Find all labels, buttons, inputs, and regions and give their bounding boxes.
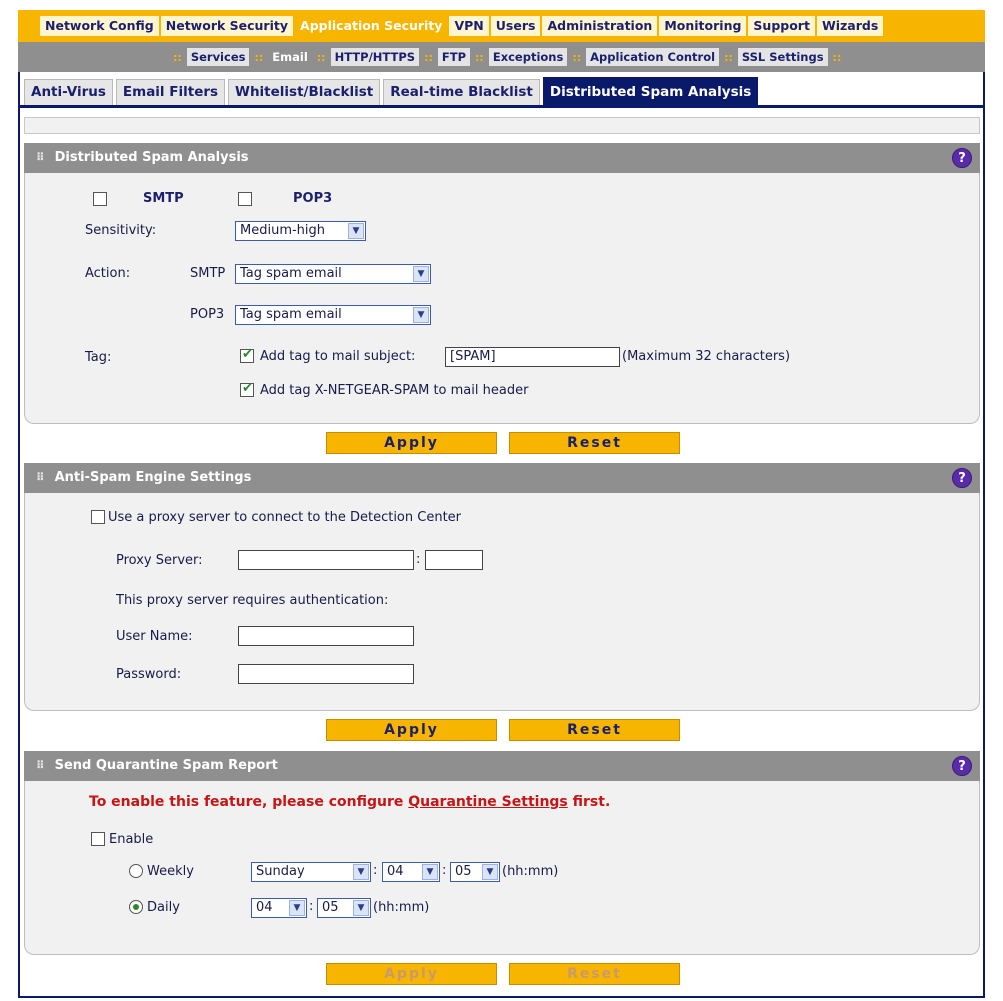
chevron-down-icon: ▼	[482, 864, 498, 880]
sub-nav-separator: ::	[475, 50, 484, 64]
section-title: Send Quarantine Spam Report	[54, 758, 278, 773]
tag-label: Tag:	[85, 350, 112, 365]
pop3-checkbox[interactable]	[238, 192, 252, 206]
auth-text: This proxy server requires authentication:	[116, 593, 389, 608]
sensitivity-value: Medium-high	[240, 223, 326, 238]
weekly-hour-select[interactable]	[382, 862, 440, 882]
weekly-min-value: 05	[455, 864, 472, 879]
section-grip-icon: ⠿	[36, 151, 45, 164]
action-pop3-select[interactable]	[235, 305, 431, 325]
weekly-day-select[interactable]	[251, 862, 371, 882]
chevron-down-icon: ▼	[413, 266, 429, 282]
action-pop3-label: POP3	[190, 307, 225, 322]
warning-text: To enable this feature, please configure	[89, 794, 409, 810]
tab-email-filters[interactable]: Email Filters	[116, 79, 225, 105]
daily-label: Daily	[147, 900, 180, 915]
action-smtp-select[interactable]	[235, 264, 431, 284]
tab-anti-virus[interactable]: Anti-Virus	[24, 79, 113, 105]
reset-button-engine[interactable]: Reset	[509, 719, 680, 741]
enable-label: Enable	[109, 832, 154, 847]
tag-subject-label: Add tag to mail subject:	[260, 349, 416, 364]
proxy-checkbox[interactable]	[91, 510, 105, 524]
action-pop3-value: Tag spam email	[240, 307, 342, 322]
password-label: Password:	[116, 667, 182, 682]
help-icon[interactable]: ?	[952, 148, 972, 168]
sub-nav-email[interactable]: Email	[268, 48, 311, 66]
sub-nav-separator: ::	[424, 50, 433, 64]
time-separator: :	[373, 863, 378, 878]
quarantine-settings-link[interactable]: Quarantine Settings	[408, 794, 568, 810]
top-nav-vpn[interactable]: VPN	[449, 16, 488, 36]
weekly-day-value: Sunday	[256, 864, 305, 879]
chevron-down-icon: ▼	[422, 864, 438, 880]
tab-whitelist-blacklist[interactable]: Whitelist/Blacklist	[228, 79, 380, 105]
sub-nav-separator: ::	[832, 50, 842, 64]
chevron-down-icon: ▼	[353, 864, 369, 880]
chevron-down-icon: ▼	[348, 223, 364, 239]
time-separator: :	[442, 863, 447, 878]
apply-button-engine[interactable]: Apply	[326, 719, 497, 741]
sub-nav-ftp[interactable]: FTP	[438, 48, 470, 66]
sub-nav-http-https[interactable]: HTTP/HTTPS	[331, 48, 420, 66]
sensitivity-select[interactable]	[235, 221, 366, 241]
section-grip-icon: ⠿	[36, 471, 45, 484]
top-nav-monitoring[interactable]: Monitoring	[659, 16, 746, 36]
proxy-checkbox-label: Use a proxy server to connect to the Detection Center	[108, 510, 462, 525]
top-nav-network-security[interactable]: Network Security	[161, 16, 293, 36]
section-header-quarantine	[24, 751, 980, 781]
sub-nav-separator: ::	[316, 50, 326, 64]
daily-radio[interactable]	[129, 900, 143, 914]
section-header-engine	[24, 463, 980, 493]
sub-nav-separator: ::	[254, 50, 264, 64]
help-icon[interactable]: ?	[952, 756, 972, 776]
weekly-radio[interactable]	[129, 864, 143, 878]
daily-hour-select[interactable]	[251, 898, 307, 918]
tag-header-label: Add tag X-NETGEAR-SPAM to mail header	[260, 383, 529, 398]
proxy-port-input[interactable]	[425, 550, 483, 570]
reset-button-dsa[interactable]: Reset	[509, 432, 680, 454]
enable-checkbox[interactable]	[91, 832, 105, 846]
section-title: Distributed Spam Analysis	[54, 150, 249, 165]
tab-distributed-spam-analysis[interactable]: Distributed Spam Analysis	[543, 77, 758, 105]
weekly-min-select[interactable]	[450, 862, 500, 882]
section-body-dsa	[24, 173, 980, 424]
section-body-engine	[24, 493, 980, 711]
section-grip-icon: ⠿	[36, 759, 45, 772]
section-header-dsa	[24, 143, 980, 173]
sub-nav-separator: ::	[724, 50, 733, 64]
smtp-label: SMTP	[143, 191, 184, 206]
sub-nav-separator: ::	[173, 50, 182, 64]
tag-subject-hint: (Maximum 32 characters)	[622, 349, 791, 364]
smtp-checkbox[interactable]	[93, 192, 107, 206]
sub-nav-services[interactable]: Services	[187, 48, 250, 66]
daily-min-select[interactable]	[317, 898, 371, 918]
chevron-down-icon: ▼	[353, 900, 369, 916]
sub-nav-application-control[interactable]: Application Control	[586, 48, 719, 66]
reset-button-quarantine[interactable]: Reset	[509, 963, 680, 985]
daily-time-hint: (hh:mm)	[373, 900, 430, 915]
sensitivity-label: Sensitivity:	[85, 223, 157, 238]
action-smtp-label: SMTP	[190, 266, 226, 281]
daily-min-value: 05	[322, 900, 339, 915]
weekly-label: Weekly	[147, 864, 194, 879]
top-nav-network-config[interactable]: Network Config	[40, 16, 159, 36]
chevron-down-icon: ▼	[413, 307, 429, 323]
sub-nav-separator: ::	[572, 50, 582, 64]
weekly-hour-value: 04	[387, 864, 404, 879]
tag-header-checkbox[interactable]	[240, 383, 254, 397]
action-smtp-value: Tag spam email	[240, 266, 342, 281]
top-nav-support[interactable]: Support	[748, 16, 815, 36]
quarantine-warning	[89, 794, 610, 810]
sub-nav-exceptions[interactable]: Exceptions	[489, 48, 568, 66]
daily-hour-value: 04	[256, 900, 273, 915]
sub-nav	[18, 42, 985, 72]
top-nav-users[interactable]: Users	[491, 16, 541, 36]
help-icon[interactable]: ?	[952, 468, 972, 488]
top-nav-application-security[interactable]: Application Security	[295, 16, 447, 36]
apply-button-dsa[interactable]: Apply	[326, 432, 497, 454]
proxy-server-input[interactable]	[238, 550, 414, 570]
username-label: User Name:	[116, 629, 193, 644]
time-separator: :	[309, 899, 314, 914]
weekly-time-hint: (hh:mm)	[502, 864, 559, 879]
section-title: Anti-Spam Engine Settings	[54, 470, 252, 485]
apply-button-quarantine[interactable]: Apply	[326, 963, 497, 985]
tag-subject-input[interactable]: [SPAM]	[445, 347, 620, 367]
proxy-server-label: Proxy Server:	[116, 553, 203, 568]
username-input[interactable]	[238, 626, 414, 646]
section-body-quarantine	[24, 781, 980, 955]
top-nav-wizards[interactable]: Wizards	[817, 16, 883, 36]
port-separator: :	[416, 552, 421, 567]
action-label: Action:	[85, 266, 131, 281]
tag-subject-checkbox[interactable]	[240, 349, 254, 363]
pop3-label: POP3	[293, 191, 333, 206]
top-nav	[18, 10, 985, 42]
password-input[interactable]	[238, 664, 414, 684]
warning-text-end: first.	[567, 794, 611, 810]
tab-bar	[18, 78, 985, 108]
top-nav-administration[interactable]: Administration	[542, 16, 657, 36]
chevron-down-icon: ▼	[289, 900, 305, 916]
sub-nav-ssl-settings[interactable]: SSL Settings	[738, 48, 828, 66]
tab-realtime-blacklist[interactable]: Real-time Blacklist	[383, 79, 540, 105]
message-bar	[24, 117, 980, 134]
